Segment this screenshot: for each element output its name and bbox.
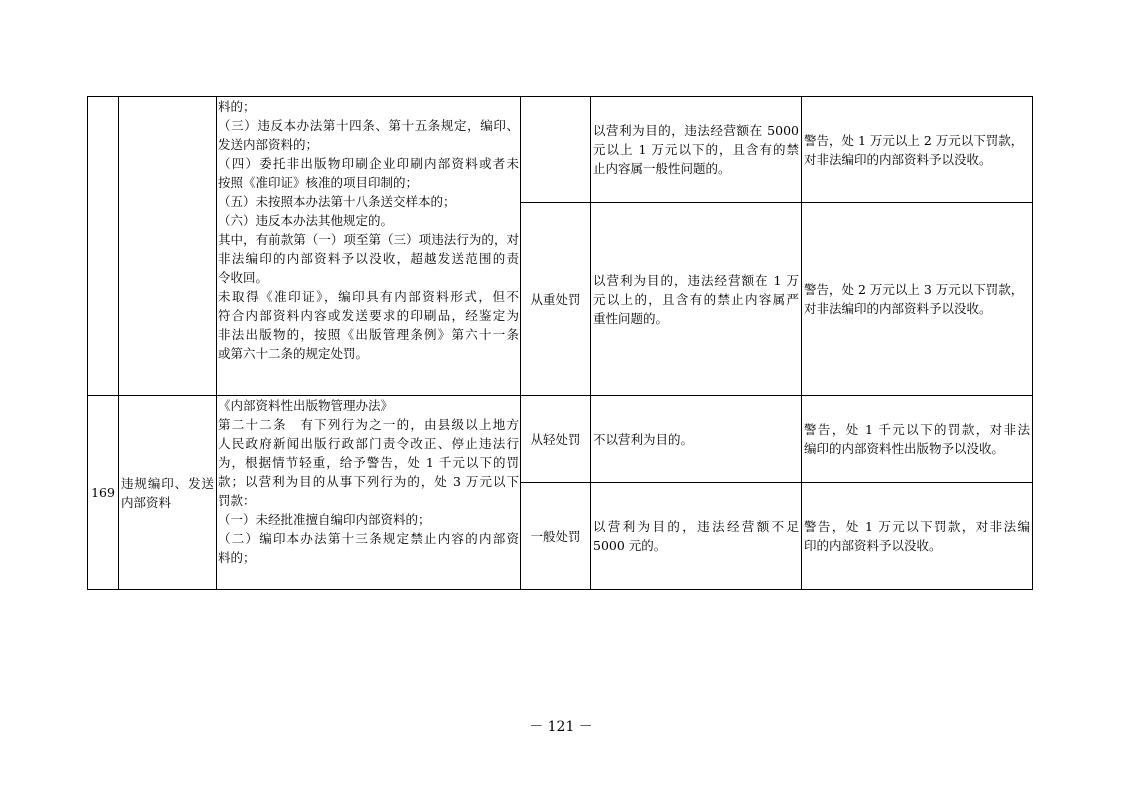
circumstance-line: 不以营利为目的。 bbox=[593, 431, 694, 447]
penalty-line: 编印的内部资料性出版物予以没收。 bbox=[804, 441, 1005, 456]
basis-line: 或第六十二条的规定处罚。 bbox=[218, 346, 369, 361]
basis-line: 未取得《准印证》，编印具有内部资料形式，但不 bbox=[218, 289, 519, 304]
basis-line: （四）委托非出版物印刷企业印刷内部资料或者未 bbox=[218, 156, 519, 171]
basis-line: 非法出版物的，按照《出版管理条例》第六十一条 bbox=[218, 327, 519, 342]
basis-line: 款；以营利为目的从事下列行为的，处 3 万元以下 bbox=[218, 474, 519, 489]
penalty-cell bbox=[802, 97, 1033, 203]
basis-line: 其中，有前款第（一）项至第（三）项违法行为的，对 bbox=[218, 232, 519, 247]
penalty-line: 警告，处 1 千元以下的罚款，对非法 bbox=[804, 422, 1030, 437]
page-number: － 121 － bbox=[529, 719, 593, 735]
penalty-cell bbox=[802, 483, 1033, 590]
circumstance-cell bbox=[591, 396, 802, 483]
basis-line: 人民政府新闻出版行政部门责令改正、停止违法行 bbox=[218, 436, 519, 451]
circumstance-line: 以营利为目的，违法经营额不足 bbox=[593, 519, 799, 534]
penalty-standards-table bbox=[87, 96, 1033, 590]
penalty-level-cell: 从重处罚 bbox=[521, 203, 591, 396]
circumstance-line: 5000 元的。 bbox=[593, 538, 667, 553]
penalty-level-cell: 从轻处罚 bbox=[521, 396, 591, 483]
penalty-cell bbox=[802, 396, 1033, 483]
penalty-line: 对非法编印的内部资料予以没收。 bbox=[804, 301, 992, 316]
basis-line: 符合内部资料内容或发送要求的印刷品，经鉴定为 bbox=[218, 308, 519, 323]
table-row bbox=[88, 396, 1033, 483]
circumstance-line: 重性问题的。 bbox=[593, 310, 669, 326]
penalty-level-cell: 一般处罚 bbox=[521, 483, 591, 590]
circumstance-cell bbox=[591, 203, 802, 396]
basis-line: 非法编印的内部资料予以没收，超越发送范围的责 bbox=[218, 251, 519, 266]
basis-line: 料的； bbox=[218, 99, 256, 114]
legal-basis-cell bbox=[217, 97, 521, 396]
violation-item-cell bbox=[119, 97, 217, 396]
table-row bbox=[88, 97, 1033, 203]
circumstance-cell bbox=[591, 483, 802, 590]
item-line: 内部资料 bbox=[121, 494, 172, 510]
basis-line: （一）未经批准擅自编印内部资料的； bbox=[218, 512, 431, 527]
circumstance-line: 止内容属一般性问题的。 bbox=[593, 161, 731, 176]
basis-line: 第二十二条 有下列行为之一的，由县级以上地方 bbox=[218, 417, 519, 432]
circumstance-cell bbox=[591, 97, 802, 203]
basis-line: 按照《准印证》核准的项目印制的； bbox=[218, 175, 419, 190]
penalty-line: 对非法编印的内部资料予以没收。 bbox=[804, 151, 992, 167]
item-line: 违规编印、发送 bbox=[121, 475, 214, 491]
row-number-cell: 169 bbox=[88, 396, 119, 590]
basis-line: 令收回。 bbox=[218, 270, 269, 285]
violation-item-cell bbox=[119, 396, 217, 590]
circumstance-line: 元以上 1 万元以下的，且含有的禁 bbox=[593, 142, 799, 157]
basis-line: 罚款： bbox=[218, 493, 256, 508]
penalty-level-cell bbox=[521, 97, 591, 203]
basis-line: （六）违反本办法其他规定的。 bbox=[218, 213, 394, 228]
penalty-cell bbox=[802, 203, 1033, 396]
circumstance-line: 元以上的，且含有的禁止内容属严 bbox=[593, 291, 799, 307]
row-number-cell bbox=[88, 97, 119, 396]
penalty-line: 印的内部资料予以没收。 bbox=[804, 538, 942, 553]
basis-line: 为，根据情节轻重，给予警告，处 1 千元以下的罚 bbox=[218, 455, 519, 470]
legal-basis-cell bbox=[217, 396, 521, 590]
basis-line: 料的； bbox=[218, 550, 256, 565]
basis-line: （二）编印本办法第十三条规定禁止内容的内部资 bbox=[218, 531, 519, 546]
penalty-line: 警告，处 1 万元以上 2 万元以下罚款， bbox=[804, 132, 1024, 148]
basis-line: （三）违反本办法第十四条、第十五条规定，编印、 bbox=[218, 118, 519, 133]
circumstance-line: 以营利为目的，违法经营额在 1 万 bbox=[593, 272, 799, 288]
basis-line: （五）未按照本办法第十八条送交样本的； bbox=[218, 194, 456, 209]
circumstance-line: 以营利为目的，违法经营额在 5000 bbox=[593, 123, 799, 138]
penalty-line: 警告，处 1 万元以下罚款，对非法编 bbox=[804, 519, 1030, 534]
basis-line: 发送内部资料的； bbox=[218, 137, 319, 152]
penalty-line: 警告，处 2 万元以上 3 万元以下罚款， bbox=[804, 282, 1024, 297]
basis-line: 《内部资料性出版物管理办法》 bbox=[218, 398, 394, 413]
